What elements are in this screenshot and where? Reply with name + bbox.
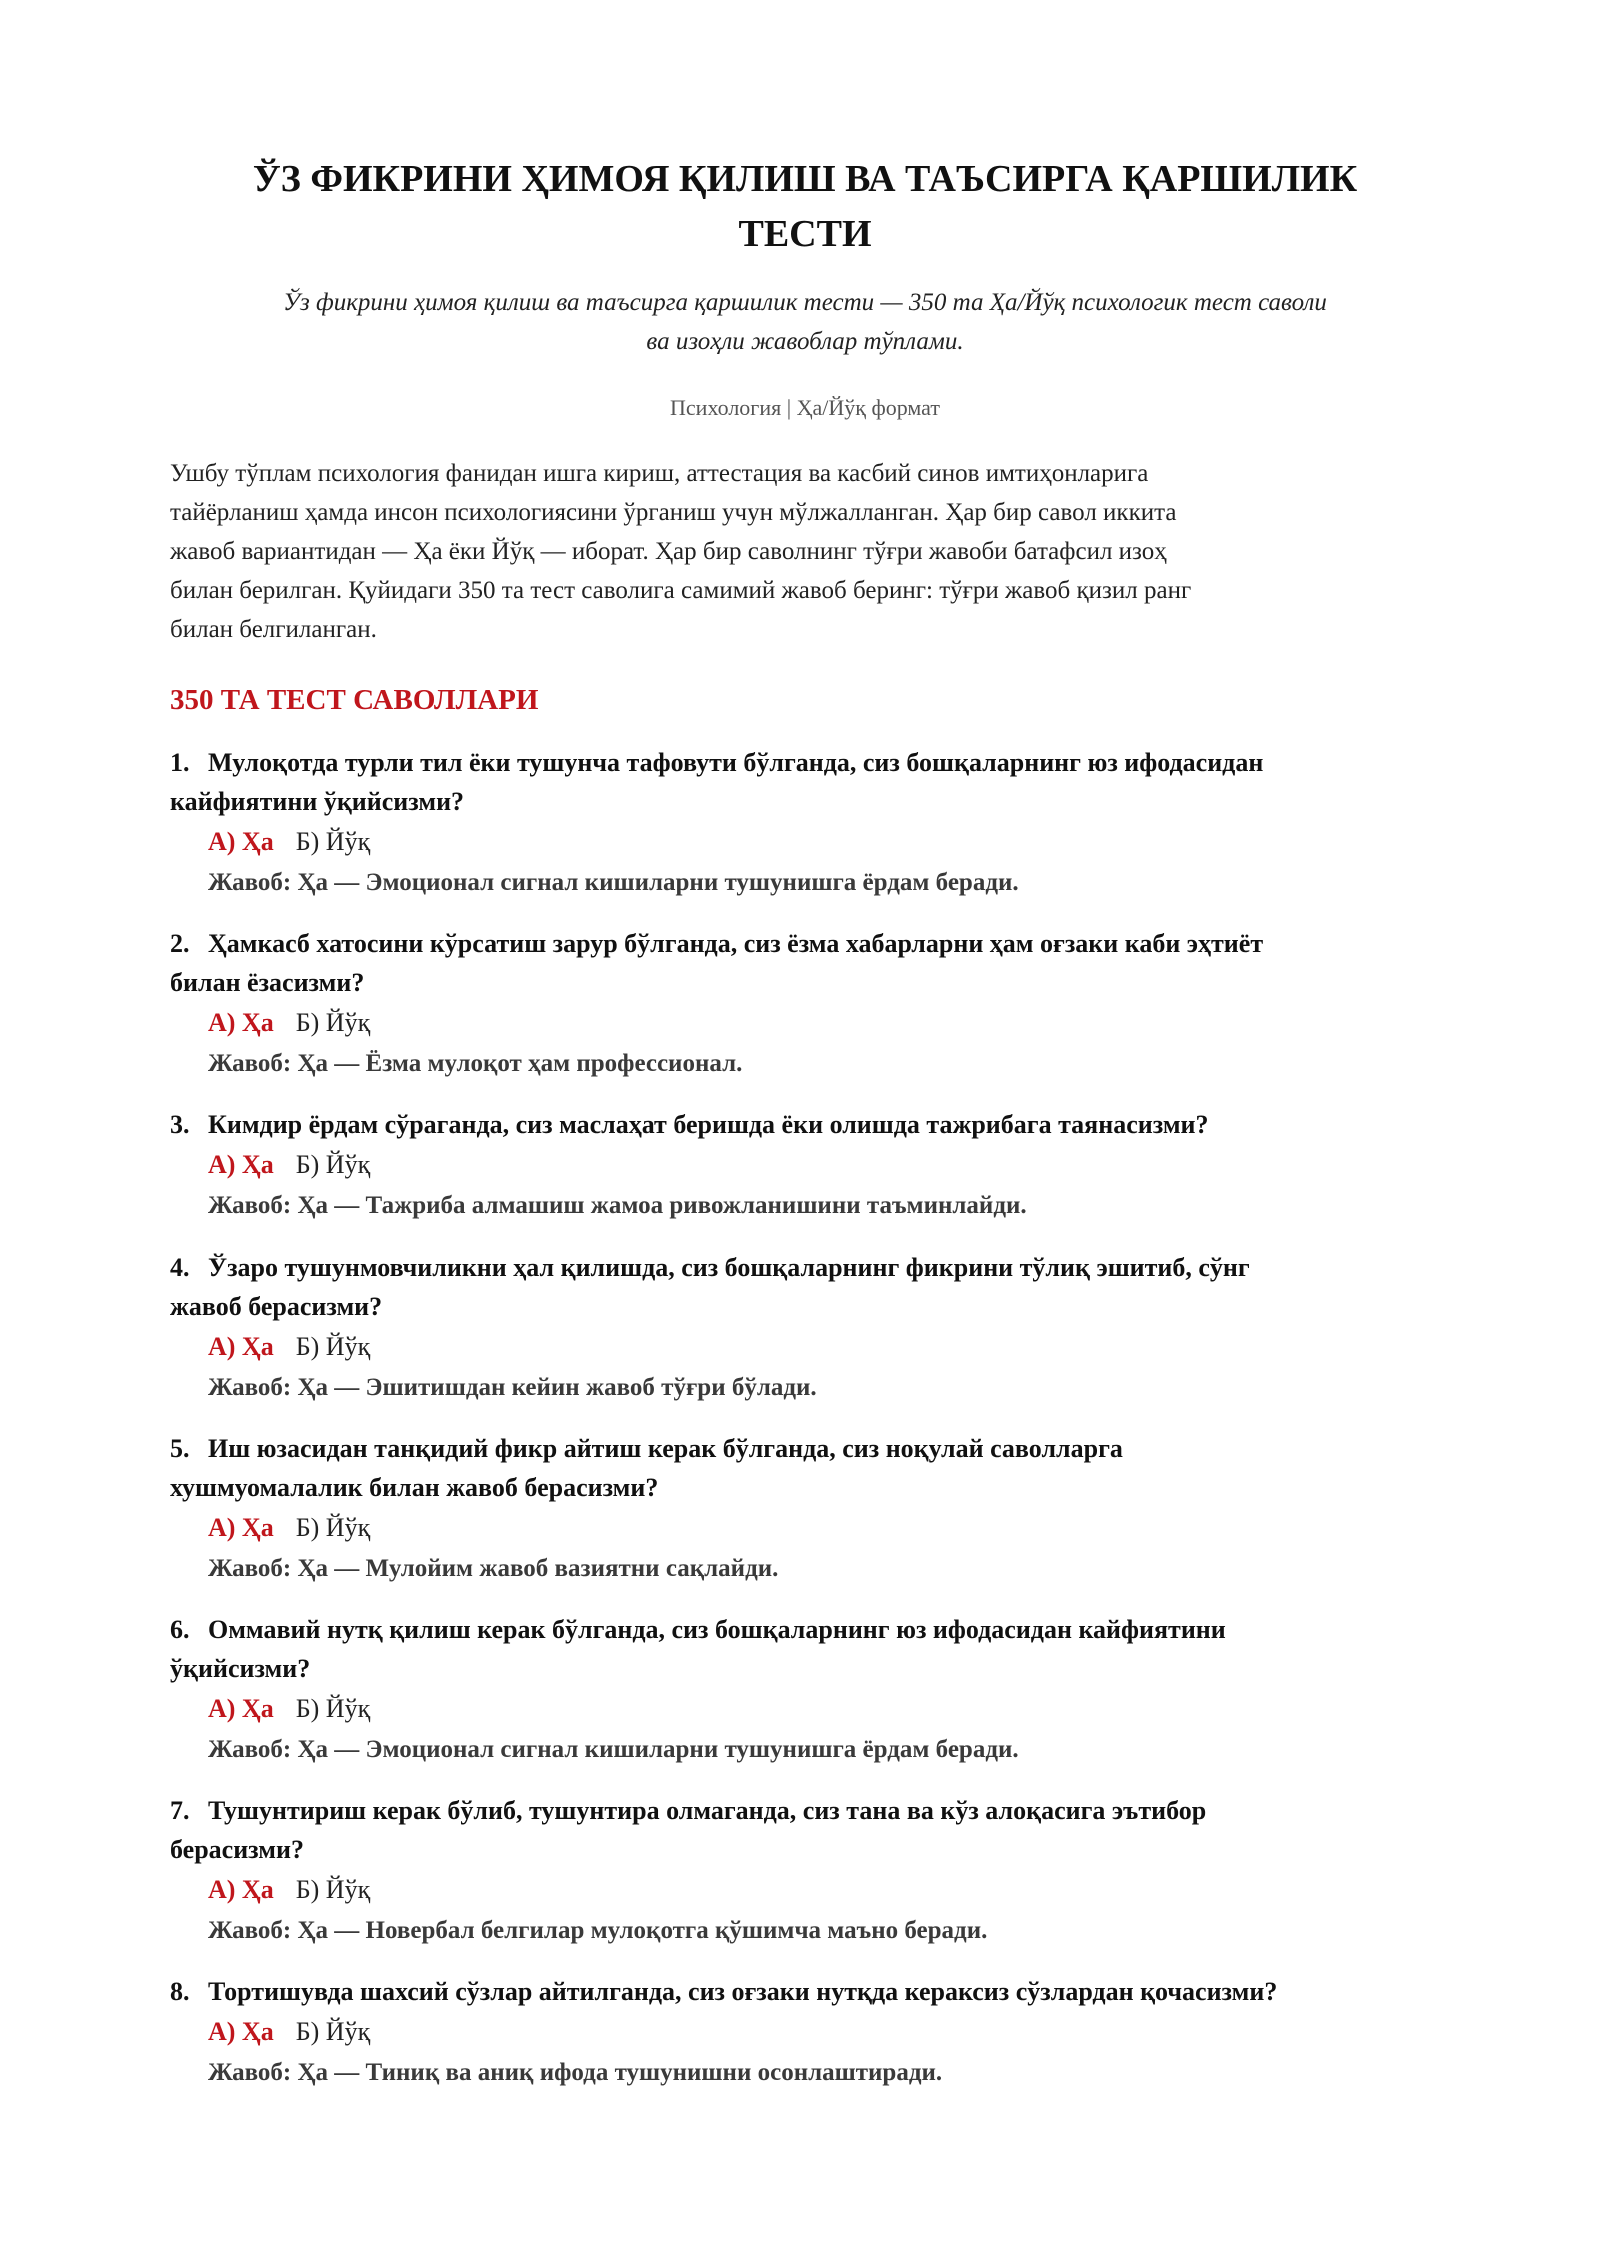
document-subtitle	[170, 283, 1440, 361]
answer-explanation: Жавоб: Ҳа — Новербал белгилар мулоқотга қўшимча маъно беради.	[208, 1917, 988, 1944]
question-item	[170, 1429, 1440, 1589]
question-line: Ҳамкасб хатосини кўрсатиш зарур бўлганда, сиз ёзма хабарларни ҳам оғзаки каби эҳтиёт	[208, 929, 1264, 958]
answer-explanation: Жавоб: Ҳа — Тажриба алмашиш жамоа ривожланишини таъминлайди.	[208, 1192, 1027, 1219]
question-item	[170, 1610, 1440, 1770]
intro-line: билан берилган. Қуйидаги 350 та тест саволига самимий жавоб беринг: тўғри жавоб қизил ранг	[170, 577, 1192, 604]
section-heading: 350 ТА ТЕСТ САВОЛЛАРИ	[170, 684, 539, 716]
intro-line: тайёрланиш ҳамда инсон психологиясини ўрганиш учун мўлжалланган. Ҳар бир савол иккита	[170, 499, 1177, 526]
answer-explanation: Жавоб: Ҳа — Ёзма мулоқот ҳам профессионал.	[208, 1050, 743, 1077]
question-number: 3.	[170, 1110, 190, 1139]
question-line: ўқийсизми?	[170, 1654, 311, 1683]
answer-explanation: Жавоб: Ҳа — Эмоционал сигнал кишиларни тушунишга ёрдам беради.	[208, 869, 1019, 896]
intro-line: жавоб вариантидан — Ҳа ёки Йўқ — иборат. Ҳар бир саволнинг тўғри жавоби батафсил изоҳ	[170, 538, 1167, 565]
question-text	[170, 1610, 1440, 1688]
document-title	[170, 152, 1440, 262]
answer-explanation: Жавоб: Ҳа — Эшитишдан кейин жавоб тўғри бўлади.	[208, 1374, 817, 1401]
answer-options	[208, 1507, 1440, 1548]
option-a-correct: А) Ҳа	[208, 1513, 274, 1542]
question-line: Мулоқотда турли тил ёки тушунча тафовути бўлганда, сиз бошқаларнинг юз ифодасидан	[208, 748, 1264, 777]
question-item	[170, 1972, 1440, 2093]
intro-line: билан белгиланган.	[170, 616, 377, 643]
option-b: Б) Йўқ	[295, 827, 371, 856]
question-number: 6.	[170, 1615, 190, 1644]
question-text	[170, 1972, 1440, 2011]
answer-explanation: Жавоб: Ҳа — Эмоционал сигнал кишиларни тушунишга ёрдам беради.	[208, 1736, 1019, 1763]
question-line: кайфиятини ўқийсизми?	[170, 787, 465, 816]
question-line: Ўзаро тушунмовчиликни ҳал қилишда, сиз бошқаларнинг фикрини тўлиқ эшитиб, сўнг	[208, 1253, 1250, 1282]
title-line-1: ЎЗ ФИКРИНИ ҲИМОЯ ҚИЛИШ ВА ТАЪСИРГА ҚАРШИЛИК	[252, 158, 1358, 200]
option-a-correct: А) Ҳа	[208, 1875, 274, 1904]
option-b: Б) Йўқ	[295, 1332, 371, 1361]
question-line: Тортишувда шахсий сўзлар айтилганда, сиз оғзаки нутқда кераксиз сўзлардан қочасизми?	[208, 1977, 1278, 2006]
answer-options	[208, 1144, 1440, 1185]
answer-options	[208, 1002, 1440, 1043]
answer-explanation: Жавоб: Ҳа — Мулойим жавоб вазиятни сақлайди.	[208, 1555, 779, 1582]
answer-explanation: Жавоб: Ҳа — Тиниқ ва аниқ ифода тушунишни осонлаштиради.	[208, 2059, 943, 2086]
answer-options	[208, 821, 1440, 862]
option-a-correct: А) Ҳа	[208, 827, 274, 856]
answer-options	[208, 2011, 1440, 2052]
option-a-correct: А) Ҳа	[208, 1332, 274, 1361]
question-number: 5.	[170, 1434, 190, 1463]
question-line: жавоб берасизми?	[170, 1292, 383, 1321]
question-number: 8.	[170, 1977, 190, 2006]
question-text	[170, 1248, 1440, 1326]
title-line-2: ТЕСТИ	[738, 213, 872, 255]
subtitle-line-2: ва изоҳли жавоблар тўплами.	[646, 328, 964, 355]
subtitle-line-1: Ўз фикрини ҳимоя қилиш ва таъсирга қаршилик тести — 350 та Ҳа/Йўқ психологик тест саволи	[283, 289, 1327, 316]
question-line: хушмуомалалик билан жавоб берасизми?	[170, 1473, 659, 1502]
question-text	[170, 743, 1440, 821]
question-text	[170, 1429, 1440, 1507]
option-a-correct: А) Ҳа	[208, 2017, 274, 2046]
question-line: Тушунтириш керак бўлиб, тушунтира олмаганда, сиз тана ва кўз алоқасига эътибор	[208, 1796, 1207, 1825]
question-item	[170, 1105, 1440, 1226]
question-text	[170, 924, 1440, 1002]
question-line: берасизми?	[170, 1835, 304, 1864]
question-text	[170, 1105, 1440, 1144]
option-b: Б) Йўқ	[295, 2017, 371, 2046]
question-number: 4.	[170, 1253, 190, 1282]
question-line: Кимдир ёрдам сўраганда, сиз маслаҳат беришда ёки олишда тажрибага таянасизми?	[208, 1110, 1209, 1139]
option-a-correct: А) Ҳа	[208, 1008, 274, 1037]
question-text	[170, 1791, 1440, 1869]
option-a-correct: А) Ҳа	[208, 1694, 274, 1723]
option-b: Б) Йўқ	[295, 1875, 371, 1904]
answer-options	[208, 1869, 1440, 1910]
answer-options	[208, 1326, 1440, 1367]
question-item	[170, 924, 1440, 1084]
question-line: Оммавий нутқ қилиш керак бўлганда, сиз бошқаларнинг юз ифодасидан кайфиятини	[208, 1615, 1226, 1644]
intro-line: Ушбу тўплам психология фанидан ишга кириш, аттестация ва касбий синов имтиҳонларига	[170, 460, 1149, 487]
option-b: Б) Йўқ	[295, 1694, 371, 1723]
intro-paragraph	[170, 454, 1440, 649]
question-number: 7.	[170, 1796, 190, 1825]
question-item	[170, 1248, 1440, 1408]
option-b: Б) Йўқ	[295, 1150, 371, 1179]
question-line: Иш юзасидан танқидий фикр айтиш керак бўлганда, сиз ноқулай саволларга	[208, 1434, 1123, 1463]
answer-options	[208, 1688, 1440, 1729]
option-b: Б) Йўқ	[295, 1513, 371, 1542]
option-b: Б) Йўқ	[295, 1008, 371, 1037]
question-item	[170, 743, 1440, 903]
question-item	[170, 1791, 1440, 1951]
option-a-correct: А) Ҳа	[208, 1150, 274, 1179]
question-number: 1.	[170, 748, 190, 777]
category-label: Психология | Ҳа/Йўқ формат	[670, 395, 940, 420]
question-line: билан ёзасизми?	[170, 968, 365, 997]
question-number: 2.	[170, 929, 190, 958]
